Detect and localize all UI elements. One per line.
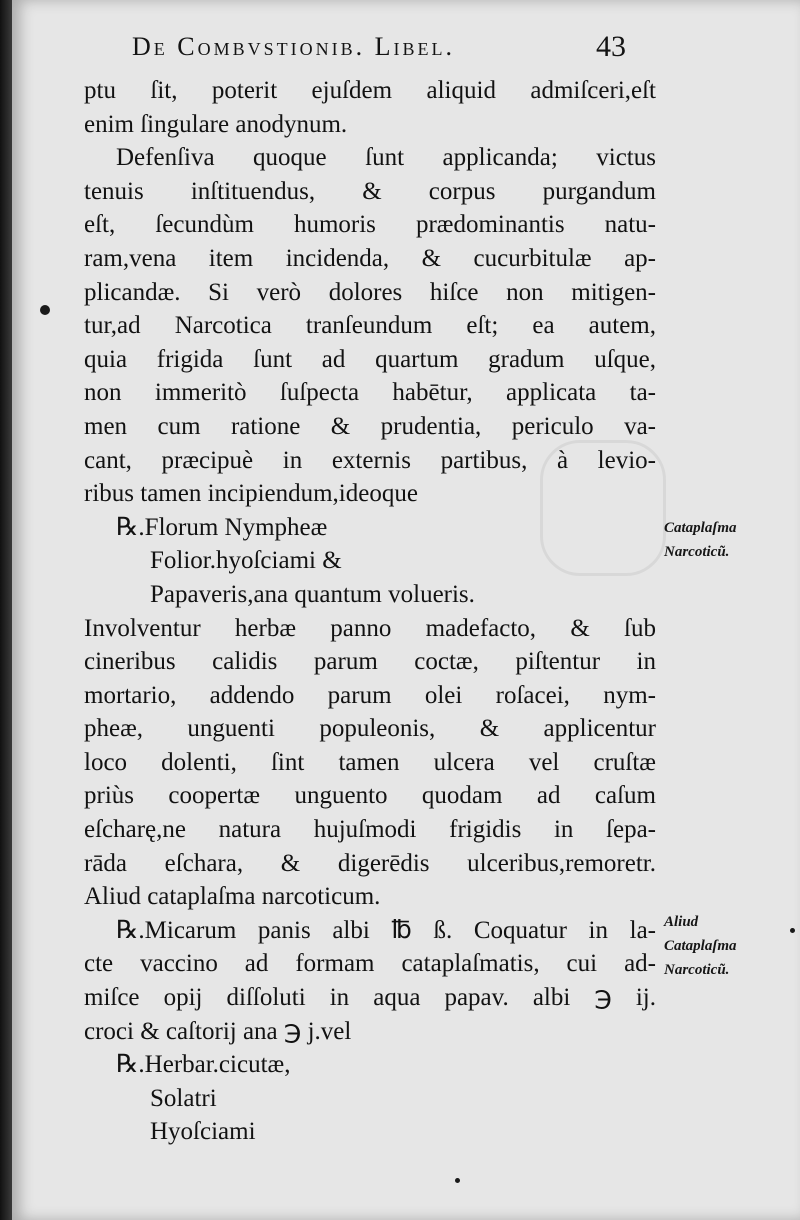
text-line: mortario, addendo parum olei roſacei, nym- <box>84 681 656 709</box>
margin-note-line: Narcoticũ. <box>664 544 730 560</box>
text-line: ram,vena item incidenda, & cucurbitulæ ap- <box>84 244 656 272</box>
text-line: miſce opij diſſoluti in aqua papav. albi ℈ ij. <box>84 984 656 1012</box>
text-line: Solatri <box>150 1084 217 1112</box>
margin-note-cataplasma-narcoticum <box>664 516 737 564</box>
text-line: ℞.Micarum panis albi ℔ ß. Coquatur in la- <box>116 916 656 944</box>
text-line: cant, præcipuè in externis partibus, à levio- <box>84 446 656 474</box>
text-line: Aliud cataplaſma narcoticum. <box>84 883 381 911</box>
text-line: quia frigida ſunt ad quartum gradum uſque, <box>84 345 656 373</box>
ink-speck <box>790 928 795 933</box>
text-line: cte vaccino ad formam cataplaſmatis, cui ad- <box>84 950 656 978</box>
text-line: plicandæ. Si verò dolores hiſce non mitigen- <box>84 278 656 306</box>
text-line: priùs coopertæ unguento quodam ad caſum <box>84 782 656 810</box>
margin-note-aliud-cataplasma <box>664 910 737 982</box>
text-line: eſcharę,ne natura hujuſmodi frigidis in ſepa- <box>84 816 656 844</box>
text-line: tenuis inſtituendus, & corpus purgandum <box>84 177 656 205</box>
margin-note-line: Cataplaſma <box>664 938 737 954</box>
text-line: Folior.hyoſciami & <box>150 547 342 575</box>
text-line: ptu ſit, poterit ejuſdem aliquid admiſceri,eſt <box>84 77 656 104</box>
text-line: Defenſiva quoque ſunt applicanda; victus <box>116 144 656 172</box>
text-line: eſt, ſecundùm humoris prædominantis natu- <box>84 211 656 239</box>
margin-note-line: Aliud <box>664 914 699 930</box>
text-line: loco dolenti, ſint tamen ulcera vel cruſtæ <box>84 748 656 776</box>
text-line: ℞.Herbar.cicutæ, <box>116 1051 291 1079</box>
text-line: ribus tamen incipiendum,ideoque <box>84 480 418 508</box>
text-line: Hyoſciami <box>150 1118 256 1146</box>
margin-note-line: Narcoticũ. <box>664 962 730 978</box>
text-line: enim ſingulare anodynum. <box>84 110 348 138</box>
text-line: non immeritò ſuſpecta habētur, applicata ta- <box>84 379 656 407</box>
running-title: De Combvstionib. Libel. <box>132 32 455 61</box>
text-line: rāda eſchara, & digerēdis ulceribus,remoretr. <box>84 849 656 877</box>
text-line: croci & caſtorij ana ℈ j.vel <box>84 1017 352 1045</box>
text-line: tur,ad Narcotica tranſeundum eſt; ea autem, <box>84 312 656 340</box>
text-line: cineribus calidis parum coctæ, piſtentur in <box>84 648 656 676</box>
body-text <box>84 74 656 1149</box>
text-line: pheæ, unguenti populeonis, & applicentur <box>84 715 656 743</box>
text-line: ℞.Florum Nympheæ <box>116 513 328 541</box>
ink-dot-mark <box>40 305 50 315</box>
ink-speck <box>455 1178 460 1183</box>
book-spine-shadow <box>0 0 12 1220</box>
page-number: 43 <box>596 30 626 63</box>
text-line: Papaveris,ana quantum volueris. <box>150 580 475 608</box>
page-header <box>0 30 800 70</box>
text-line: men cum ratione & prudentia, periculo va- <box>84 412 656 440</box>
text-line: Involventur herbæ panno madefacto, & ſub <box>84 614 656 642</box>
margin-note-line: Cataplaſma <box>664 520 737 536</box>
